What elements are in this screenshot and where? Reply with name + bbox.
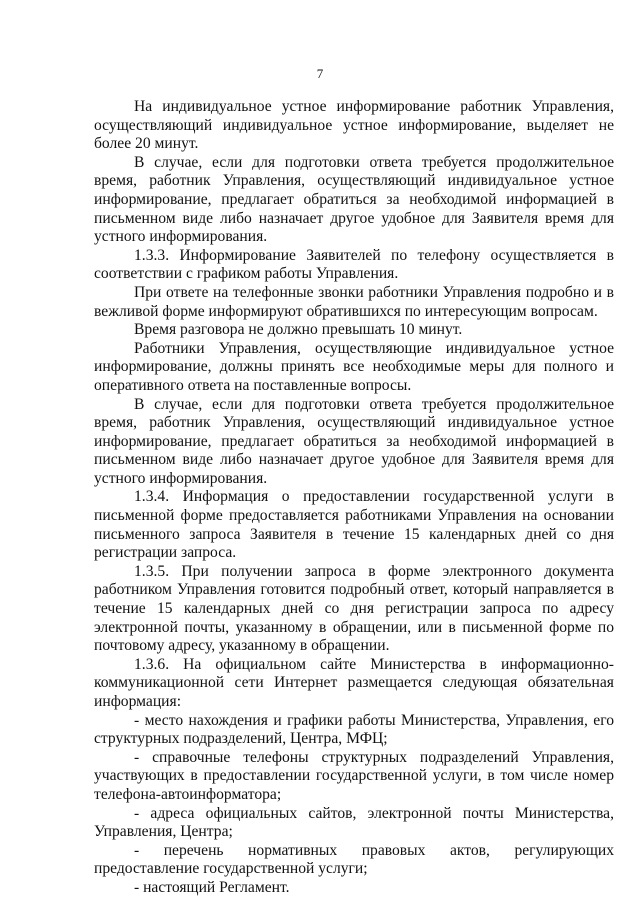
paragraph: 1.3.6. На официальном сайте Министерства в информационно-коммуникационной сети Интернет размещается следующая обязательная информация: xyxy=(94,655,614,710)
paragraph: Работники Управления, осуществляющие индивидуальное устное информирование, должны принять все необходимые меры для полного и оперативного ответа на поставленные вопросы. xyxy=(94,339,614,394)
list-item: - настоящий Регламент. xyxy=(134,878,290,896)
paragraph: Время разговора не должно превышать 10 минут. xyxy=(134,321,463,339)
document-body xyxy=(94,98,614,898)
paragraph: 1.3.5. При получении запроса в форме электронного документа работником Управления готовится подробный ответ, который направляется в течение 15 календарных дней со дня регистрации запроса по адресу электронной почты, указанному в обращении, или в письменной форме по почтовому адресу, указанному в обращении. xyxy=(94,562,614,655)
list-item: - адреса официальных сайтов, электронной почты Министерства, Управления, Центра; xyxy=(94,804,614,841)
page-number: 7 xyxy=(316,66,324,81)
paragraph: В случае, если для подготовки ответа требуется продолжительное время, работник Управления, осуществляющий индивидуальное устное информирование, предлагает обратиться за необходимой информацией в письменном виде либо назначает другое удобное для Заявителя время для устного информирования. xyxy=(94,395,614,487)
paragraph: При ответе на телефонные звонки работники Управления подробно и в вежливой форме информируют обратившихся по интересующим вопросам. xyxy=(94,283,614,320)
list-item: - место нахождения и графики работы Министерства, Управления, его структурных подразделений, Центра, МФЦ; xyxy=(94,711,614,748)
paragraph: На индивидуальное устное информирование работник Управления, осуществляющий индивидуальное устное информирование, выделяет не более 20 минут. xyxy=(94,98,614,153)
paragraph: 1.3.3. Информирование Заявителей по телефону осуществляется в соответствии с графиком работы Управления. xyxy=(94,246,614,283)
paragraph: 1.3.4. Информация о предоставлении государственной услуги в письменной форме предоставляется работниками Управления на основании письменного запроса Заявителя в течение 15 календарных дней со дня регистрации запроса. xyxy=(94,488,614,562)
paragraph: В случае, если для подготовки ответа требуется продолжительное время, работник Управления, осуществляющий индивидуальное устное информирование, предлагает обратиться за необходимой информацией в письменном виде либо назначает другое удобное для Заявителя время для устного информирования. xyxy=(94,153,614,246)
list-item: - справочные телефоны структурных подразделений Управления, участвующих в предоставлении государственной услуги, в том числе номер телефона-автоинформатора; xyxy=(94,748,614,803)
list-item: - перечень нормативных правовых актов, регулирующих предоставление государственной услуги; xyxy=(94,841,614,878)
